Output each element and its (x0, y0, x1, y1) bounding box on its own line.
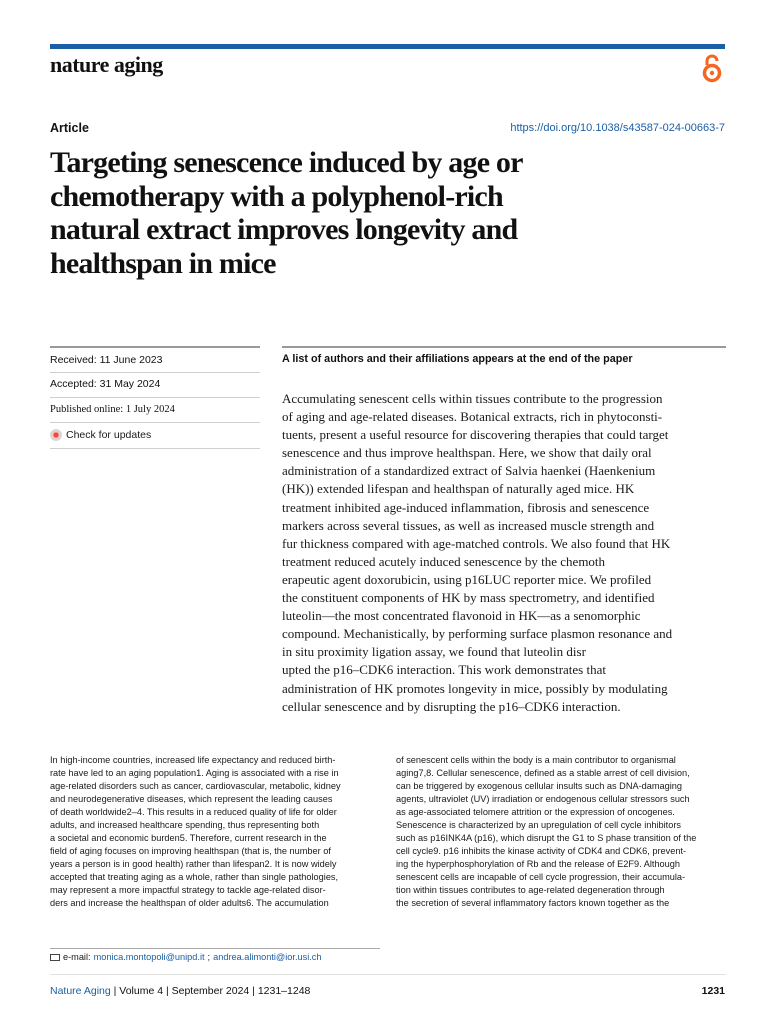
body-line: as age-associated telomere attrition or the expression of oncogenes. (396, 807, 675, 817)
body-line: such as p16INK4A (p16), which disrupt the G1 to S phase transition of the (396, 833, 697, 843)
body-column-right (396, 754, 726, 910)
abstract-line: treatment reduced acutely induced senescence by the chemoth (282, 553, 606, 569)
abstract-line: administration of HK promotes longevity in mice, possibly by modulating (282, 680, 668, 696)
body-line: and neurodegenerative diseases, which represent the leading causes (50, 794, 333, 804)
abstract-line: (HK)) extended lifespan and healthspan of naturally aged mice. HK (282, 481, 635, 497)
body-line: senescent cells are incapable of cell cycle progression, their accumula- (396, 872, 686, 882)
article-type: Article (50, 121, 89, 135)
body-line: years a person is in good health) rather than lifespan2. It is now widely (50, 859, 337, 869)
email-link-2[interactable]: andrea.alimonti@ior.usi.ch (213, 952, 322, 962)
journal-logo: nature aging (50, 52, 163, 77)
abstract-line: markers across several tissues, as well as increased muscle strength and (282, 517, 655, 533)
abstract-line: in situ proximity ligation assay, we found that luteolin disr (282, 644, 586, 660)
footer-divider (50, 974, 726, 975)
email-link-1[interactable]: monica.montopoli@unipd.it (93, 952, 205, 962)
affiliation-divider (282, 346, 726, 348)
meta-divider (50, 448, 260, 449)
body-line: the secretion of several inflammatory factors known together as the (396, 898, 670, 908)
abstract-line: Accumulating senescent cells within tissues contribute to the progression (282, 391, 663, 406)
title-line: chemotherapy with a polyphenol-rich (50, 179, 503, 213)
body-line: tion within tissues contributes to age-related degeneration through (396, 885, 665, 895)
footer-citation (50, 985, 310, 997)
body-line: aging7,8. Cellular senescence, defined as a stable arrest of cell division, (396, 768, 690, 778)
body-line: adults, and increased healthcare spending, thus representing both (50, 820, 320, 830)
meta-divider (50, 346, 260, 348)
body-line: a societal and economic burden5. Therefore, current research in the (50, 833, 327, 843)
abstract-line: senescence and thus improve healthspan. Here, we show that daily oral (282, 445, 652, 461)
abstract-line: treatment inhibited age-induced inflammation, fibrosis and senescence (282, 499, 650, 515)
check-updates-icon (50, 429, 62, 441)
email-label: e-mail: (63, 952, 91, 962)
email-separator: ; (207, 952, 211, 962)
body-line: can be triggered by exogenous cellular insults such as DNA-damaging (396, 781, 682, 791)
email-divider (50, 948, 380, 949)
title-line: Targeting senescence induced by age or (50, 146, 523, 179)
abstract-line: luteolin—the most concentrated flavonoid in HK—as a senomorphic (282, 608, 641, 624)
abstract (282, 390, 728, 716)
abstract-line: administration of a standardized extract of Salvia haenkei (Haenkenium (282, 463, 656, 479)
abstract-line: cellular senescence and by disrupting the p16–CDK6 interaction. (282, 698, 621, 714)
body-line: In high-income countries, increased life expectancy and reduced birth- (50, 755, 336, 765)
body-line: of death worldwide2–4. This results in a reduced quality of life for older (50, 807, 337, 817)
published-date: Published online: 1 July 2024 (50, 404, 175, 415)
journal-header-bar (50, 44, 725, 49)
check-updates-label: Check for updates (66, 429, 152, 441)
article-title (50, 146, 690, 280)
body-line: of senescent cells within the body is a main contributor to organismal (396, 755, 676, 765)
page-number: 1231 (701, 985, 725, 997)
footer-details: | Volume 4 | September 2024 | 1231–1248 (110, 985, 311, 997)
title-line: healthspan in mice (50, 246, 276, 280)
body-line: cell cycle9. p16 inhibits the kinase activity of CDK4 and CDK6, prevent- (396, 846, 687, 856)
body-column-left (50, 754, 380, 910)
check-for-updates-button[interactable] (50, 429, 151, 441)
body-line: accepted that treating aging as a whole, rather than single pathologies, (50, 872, 339, 882)
doi-link[interactable]: https://doi.org/10.1038/s43587-024-00663-7 (510, 122, 725, 134)
received-date: Received: 11 June 2023 (50, 354, 163, 366)
footer-journal-link[interactable]: Nature Aging (50, 985, 111, 997)
abstract-line: fur thickness compared with age-matched controls. We also found that HK (282, 535, 671, 551)
envelope-icon (50, 954, 60, 961)
body-line: rate have led to an aging population1. Aging is associated with a rise in (50, 768, 339, 778)
body-line: agents, ultraviolet (UV) irradiation or endogenous cellular stressors such (396, 794, 690, 804)
abstract-line: the constituent components of HK by mass spectrometry, and identified (282, 590, 655, 606)
meta-divider (50, 422, 260, 423)
open-access-icon (700, 53, 724, 83)
body-line: may represent a more impactful strategy to tackle age-related disor- (50, 885, 326, 895)
abstract-line: upted the p16–CDK6 interaction. This work demonstrates that (282, 662, 606, 678)
body-line: age-related disorders such as cancer, cardiovascular, metabolic, kidney (50, 781, 341, 791)
abstract-line: compound. Mechanistically, by performing surface plasmon resonance and (282, 626, 673, 642)
correspondence-emails (50, 952, 322, 962)
body-line: ders and increase the healthspan of older adults6. The accumulation (50, 898, 329, 908)
body-line: field of aging focuses on improving healthspan (that is, the number of (50, 846, 331, 856)
accepted-date: Accepted: 31 May 2024 (50, 378, 161, 390)
abstract-line: erapeutic agent doxorubicin, using p16LUC reporter mice. We profiled (282, 571, 652, 587)
title-line: natural extract improves longevity and (50, 213, 518, 246)
body-line: Senescence is characterized by an upregulation of cell cycle inhibitors (396, 820, 681, 830)
abstract-line: of aging and age-related diseases. Botanical extracts, rich in phytoconsti- (282, 409, 663, 425)
meta-divider (50, 397, 260, 398)
meta-divider (50, 372, 260, 373)
affiliations-note: A list of authors and their affiliations appears at the end of the paper (282, 353, 633, 365)
body-line: ing the hyperphosphorylation of Rb and the release of E2F9. Although (396, 859, 680, 869)
abstract-line: tuents, present a useful resource for discovering therapies that could target (282, 427, 669, 443)
